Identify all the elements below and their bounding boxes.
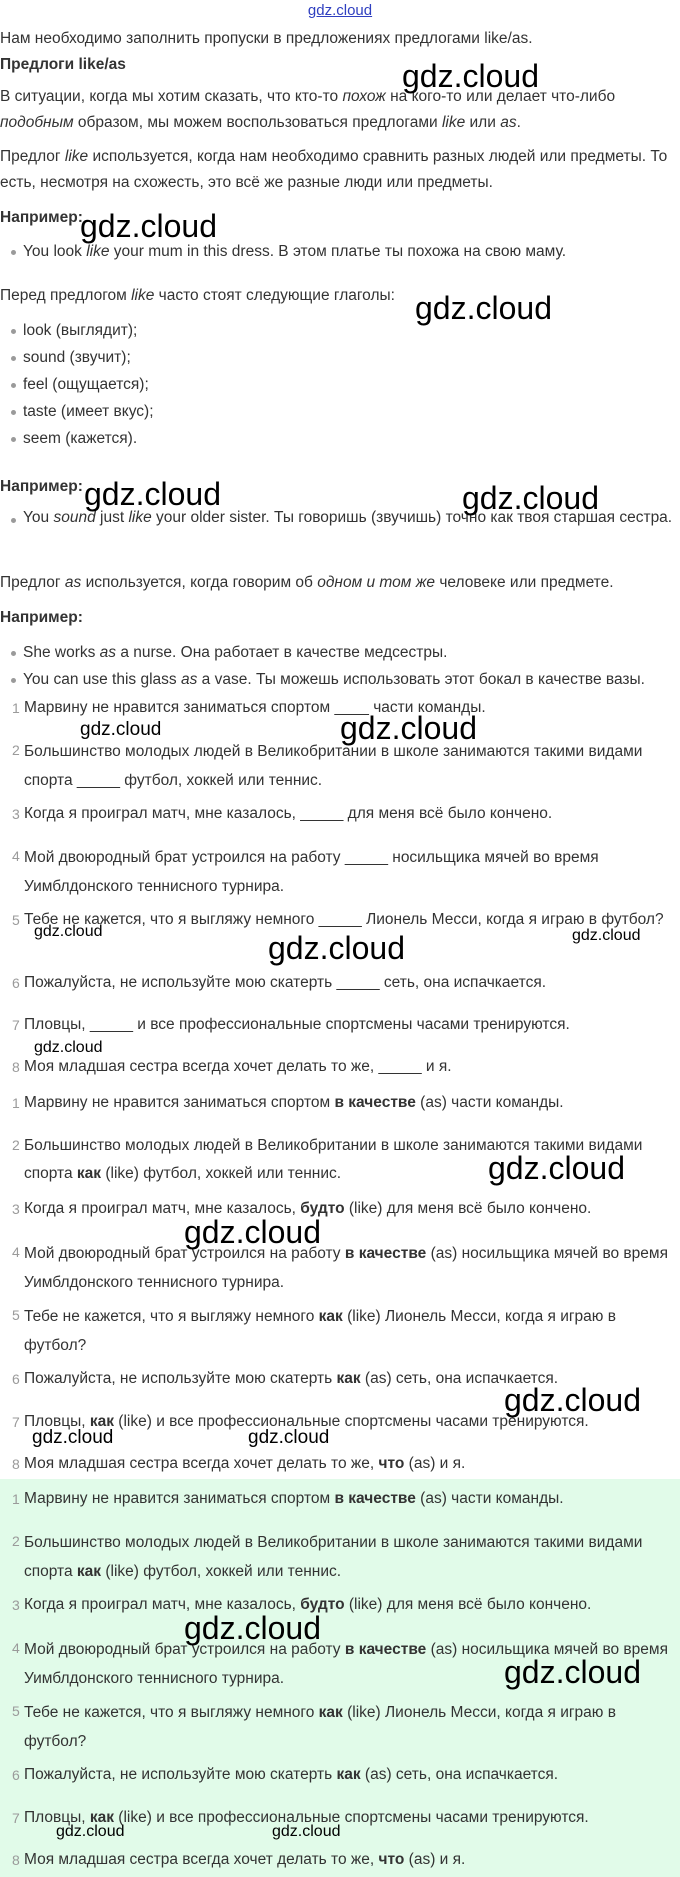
text-run: (as) части команды. [415, 1094, 564, 1111]
text-run: (as) сеть, она испачкается. [360, 1370, 559, 1387]
text-run: (like) футбол, хоккей или теннис. [101, 1563, 342, 1580]
answer-number: 4 [12, 1640, 20, 1656]
watermark: gdz.cloud [572, 927, 641, 944]
text-run: Пловцы, [24, 1809, 90, 1826]
text-run: Когда я проиграл матч, мне казалось, _____ для меня всё было кончено. [24, 805, 553, 822]
text-run: Марвину не нравится заниматься спортом [24, 1490, 335, 1507]
answer-number: 5 [12, 1307, 20, 1323]
watermark: gdz.cloud [272, 1823, 341, 1840]
question-text [24, 801, 676, 827]
question-number: 8 [12, 1059, 20, 1075]
answer-word: как [76, 1165, 102, 1182]
emphasis: sound [53, 509, 96, 526]
site-logo[interactable]: gdz.cloud [307, 2, 373, 19]
watermark: gdz.cloud [402, 58, 539, 94]
answer-word: в качестве [344, 1245, 427, 1262]
text-run: Мой двоюродный брат устроился на работу _____ носильщика мячей во время Уимблдонского теннисного турнира. [24, 849, 599, 895]
text-run: your mum in this dress. В этом платье ты похожа на свою маму. [109, 243, 567, 260]
example-label-2: Например: [0, 478, 83, 495]
question-number: 7 [12, 1017, 20, 1033]
text-run: Пловцы, _____ и все профессиональные спортсмены часами тренируются. [24, 1016, 570, 1033]
example-label-1: Например: [0, 209, 83, 226]
text-run: your older sister. Ты говоришь (звучишь) точно как твоя старшая сестра. [151, 509, 673, 526]
text-run: Пловцы, [24, 1413, 90, 1430]
text-run: Когда я проиграл матч, мне казалось, [24, 1200, 301, 1217]
text-run: В ситуации, когда мы хотим сказать, что кто-то [0, 88, 343, 105]
answer-number: 8 [12, 1852, 20, 1868]
watermark: gdz.cloud [340, 710, 477, 746]
answer-word: как [318, 1308, 343, 1325]
watermark: gdz.cloud [84, 476, 221, 512]
answer-number: 2 [12, 1533, 20, 1549]
text-run: a nurse. Она работает в качестве медсестры. [116, 644, 448, 661]
text-run: (like) футбол, хоккей или теннис. [101, 1165, 342, 1182]
text-run: Предлог [0, 148, 65, 165]
text-run: (like) Лионель Месси, когда я играю в футбол? [24, 1308, 616, 1354]
answer-text [24, 1090, 676, 1116]
answer-text [24, 1196, 676, 1222]
answer-number: 5 [12, 1703, 20, 1719]
text-run: Большинство молодых людей в Великобритании в школе занимаются такими видами спорта [24, 1534, 643, 1580]
text-run: Моя младшая сестра всегда хочет делать то же, [24, 1455, 379, 1472]
text-run: You can use this glass [23, 671, 181, 688]
emphasis: like [131, 287, 155, 304]
answer-word: как [89, 1413, 114, 1430]
emphasis: like [86, 243, 110, 260]
watermark: gdz.cloud [32, 1427, 114, 1448]
question-text [24, 1012, 676, 1038]
answer-text [24, 1302, 676, 1360]
text-run: . [516, 114, 521, 131]
answer-text [24, 1592, 676, 1618]
text-run: (like) и все профессиональные спортсмены часами тренируются. [114, 1413, 589, 1430]
rule-paragraph-1 [0, 84, 674, 136]
watermark: gdz.cloud [488, 1150, 625, 1186]
emphasis: like [64, 148, 89, 165]
text-run: (as) и я. [404, 1455, 466, 1472]
task-text: Нам необходимо заполнить пропуски в предложениях предлогами like/as. [0, 30, 533, 47]
text-run: Тебе не кажется, что я выгляжу немного [24, 1308, 319, 1325]
section-heading: Предлоги like/as [0, 56, 126, 73]
watermark: gdz.cloud [268, 930, 405, 966]
text-run: Мой двоюродный брат устроился на работу [24, 1245, 345, 1262]
emphasis: подобным [0, 114, 74, 131]
text-run: Тебе не кажется, что я выгляжу немного _____ Лионель Месси, когда я играю в футбол? [24, 911, 664, 928]
question-number: 3 [12, 806, 20, 822]
text-run: человеке или предмете. [435, 574, 614, 591]
text-run: Мой двоюродный брат устроился на работу [24, 1641, 345, 1658]
question-number: 1 [12, 700, 20, 716]
text-run: (as) и я. [404, 1851, 466, 1868]
text-run: часто стоят следующие глаголы: [154, 287, 395, 304]
answer-word: в качестве [334, 1094, 416, 1111]
emphasis: as [500, 114, 517, 131]
watermark: gdz.cloud [415, 290, 552, 326]
question-text [24, 970, 676, 996]
text-run: Марвину не нравится заниматься спортом [24, 1094, 335, 1111]
watermark: gdz.cloud [34, 1039, 103, 1056]
answer-text [24, 1847, 676, 1873]
list-item: taste (имеет вкус); [8, 399, 676, 426]
text-run: (like) и все профессиональные спортсмены часами тренируются. [114, 1809, 589, 1826]
answer-text [24, 1486, 676, 1512]
text-run: Большинство молодых людей в Великобритании в школе занимаются такими видами спорта _____ футбол, хоккей или теннис. [24, 743, 643, 789]
answer-text [24, 1239, 676, 1297]
watermark: gdz.cloud [184, 1610, 321, 1646]
watermark: gdz.cloud [56, 1823, 125, 1840]
emphasis: as [64, 574, 82, 591]
text-run: a vase. Ты можешь использовать этот бокал в качестве вазы. [197, 671, 645, 688]
text-run: Пожалуйста, не используйте мою скатерть [24, 1370, 337, 1387]
text-run: She works [23, 644, 100, 661]
answer-word: будто [300, 1596, 345, 1613]
answer-number: 6 [12, 1767, 20, 1783]
answer-number: 4 [12, 1244, 20, 1260]
rule-paragraph-2 [0, 144, 674, 196]
text-run: You [23, 509, 54, 526]
answer-number: 7 [12, 1810, 20, 1826]
question-number: 6 [12, 975, 20, 991]
verbs-intro [0, 283, 674, 309]
answer-number: 3 [12, 1597, 20, 1613]
watermark: gdz.cloud [80, 208, 217, 244]
answer-word: что [378, 1851, 405, 1868]
question-text [24, 1054, 676, 1080]
answer-number: 6 [12, 1371, 20, 1387]
example-list-3 [8, 640, 676, 694]
list-item [8, 667, 676, 694]
watermark: gdz.cloud [80, 719, 162, 740]
text-run: Перед предлогом [0, 287, 132, 304]
text-run: используется, когда говорим об [81, 574, 318, 591]
answer-text [24, 1528, 676, 1586]
question-number: 2 [12, 742, 20, 758]
answer-number: 2 [12, 1137, 20, 1153]
text-run: (like) Лионель Месси, когда я играю в футбол? [24, 1704, 616, 1750]
text-run: или [465, 114, 501, 131]
emphasis: like [441, 114, 466, 131]
text-run: Предлог [0, 574, 65, 591]
text-run: Моя младшая сестра всегда хочет делать то же, _____ и я. [24, 1058, 452, 1075]
answer-word: что [378, 1455, 405, 1472]
text-run: Тебе не кажется, что я выгляжу немного [24, 1704, 319, 1721]
list-item: look (выглядит); [8, 318, 676, 345]
answer-word: будто [300, 1200, 345, 1217]
text-run: (like) для меня всё было кончено. [344, 1200, 592, 1217]
watermark: gdz.cloud [504, 1382, 641, 1418]
question-number: 4 [12, 848, 20, 864]
answer-word: в качестве [334, 1490, 416, 1507]
text-run: Марвину не нравится заниматься спортом ____ части команды. [24, 699, 486, 716]
watermark: gdz.cloud [184, 1214, 321, 1250]
text-run: (as) носильщика мячей во время Уимблдонского теннисного турнира. [24, 1641, 668, 1687]
answer-number: 3 [12, 1201, 20, 1217]
answer-word: как [89, 1809, 114, 1826]
watermark: gdz.cloud [34, 923, 103, 940]
list-item: feel (ощущается); [8, 372, 676, 399]
emphasis: одном и том же [317, 574, 436, 591]
question-number: 5 [12, 912, 20, 928]
emphasis: as [99, 644, 117, 661]
as-rule-paragraph [0, 570, 674, 596]
list-item: sound (звучит); [8, 345, 676, 372]
text-run: (as) носильщика мячей во время Уимблдонского теннисного турнира. [24, 1245, 668, 1291]
text-run: just [95, 509, 129, 526]
verb-list [8, 318, 676, 453]
answer-number: 8 [12, 1456, 20, 1472]
text-run: (as) сеть, она испачкается. [360, 1766, 559, 1783]
question-text [24, 843, 676, 901]
text-run: Когда я проиграл матч, мне казалось, [24, 1596, 301, 1613]
text-run: Пожалуйста, не используйте мою скатерть _____ сеть, она испачкается. [24, 974, 547, 991]
answer-number: 1 [12, 1491, 20, 1507]
text-run: Большинство молодых людей в Великобритании в школе занимаются такими видами спорта [24, 1137, 643, 1182]
answer-word: в качестве [344, 1641, 427, 1658]
text-run: Моя младшая сестра всегда хочет делать то же, [24, 1851, 379, 1868]
emphasis: like [128, 509, 152, 526]
watermark: gdz.cloud [504, 1654, 641, 1690]
text-run: (like) для меня всё было кончено. [344, 1596, 592, 1613]
emphasis: похож [342, 88, 386, 105]
text-run: на кого-то или делает что-либо [385, 88, 616, 105]
answer-number: 1 [12, 1095, 20, 1111]
answer-word: как [318, 1704, 343, 1721]
text-run: Пожалуйста, не используйте мою скатерть [24, 1766, 337, 1783]
answer-word: как [336, 1370, 361, 1387]
answer-text [24, 1762, 676, 1788]
list-item: seem (кажется). [8, 426, 676, 453]
answer-word: как [336, 1766, 361, 1783]
text-run: используется, когда нам необходимо сравнить разных людей или предметы. То есть, несмотря на схожесть, это всё же разные люди или предметы. [0, 148, 668, 191]
text-run: (as) части команды. [415, 1490, 564, 1507]
list-item [8, 640, 676, 667]
example-label-3: Например: [0, 609, 83, 626]
answer-word: как [76, 1563, 102, 1580]
watermark: gdz.cloud [462, 480, 599, 516]
answer-number: 7 [12, 1414, 20, 1430]
text-run: образом, мы можем воспользоваться предлогами [73, 114, 442, 131]
answer-text [24, 1451, 676, 1477]
watermark: gdz.cloud [248, 1427, 330, 1448]
emphasis: as [180, 671, 198, 688]
answer-text [24, 1698, 676, 1756]
text-run: You look [23, 243, 87, 260]
